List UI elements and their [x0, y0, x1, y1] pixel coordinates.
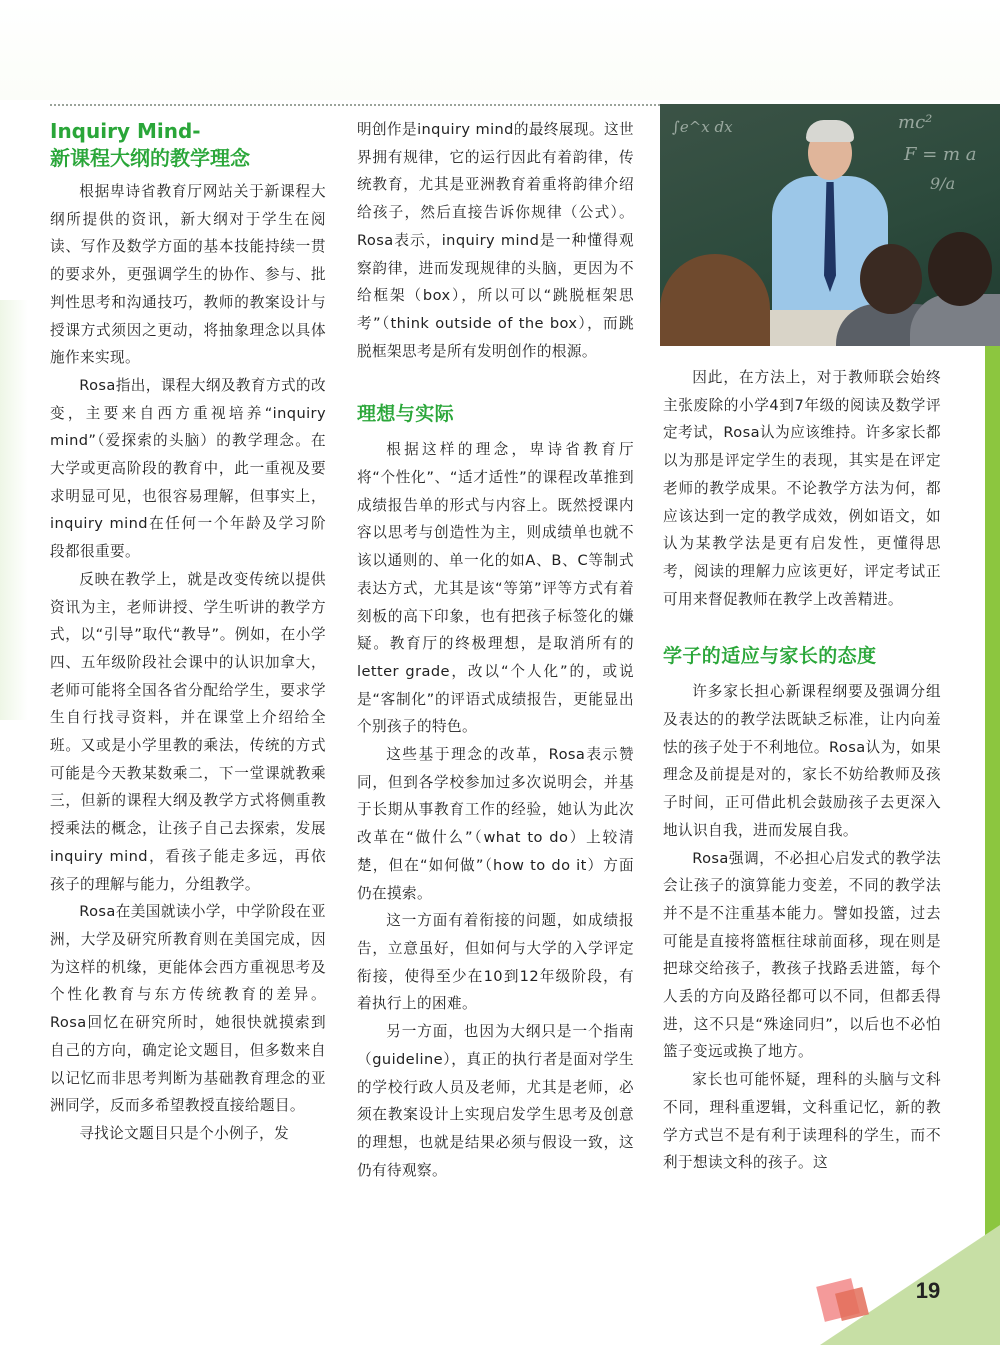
paragraph: Rosa强调，不必担心启发式的教学法会让孩子的演算能力变差，不同的教学法并不是不注重基本能力。譬如投篮，过去可能是直接将篮框往球前面移，现在则是把球交给孩子，教孩子找路丢进篮，每个人丢的方向及路径都可以不同，但都丢得进，这不只是“殊途同归”，以后也不必怕篮子变远或换了地方。 [663, 849, 941, 1061]
paragraph: 家长也可能怀疑，理科的头脑与文科不同，理科重逻辑，文科重记忆，新的教学方式岂不是有利于读理科的学生，而不利于想读文科的孩子。这 [663, 1071, 941, 1172]
paragraph: 因此，在方法上，对于教师联会始终主张废除的小学4到7年级的阅读及数学评定考试，Rosa认为应该维持。许多家长都以为那是评定学生的表现，其实是在评定老师的教学成果。不论教学方法为何，都应该达到一定的教学成效，例如语文，如认为某教学法是更有启发性，更懂得思考，阅读的理解力应该更好，评定考试正可用来督促教师在教学上改善精进。 [663, 369, 941, 608]
classroom-photo [660, 104, 1000, 346]
column-1 [50, 178, 326, 1148]
student-head [860, 244, 922, 314]
paragraph: 根据卑诗省教育厅网站关于新课程大纲所提供的资讯，新大纲对于学生在阅读、写作及数学方面的基本技能持续一贯的要求外，更强调学生的协作、参与、批判性思考和沟通技巧，教师的教案设计与授课方式须因之更动，将抽象理念以具体施作来实现。 [50, 183, 326, 367]
heading-student-adaptation: 学子的适应与家长的态度 [663, 645, 877, 668]
page-number: 19 [915, 1278, 941, 1303]
chalk-formula: mc² [898, 112, 933, 133]
paragraph: 这一方面有着衔接的问题，如成绩报告，立意虽好，但如何与大学的入学评定衔接，使得至少在10到12年级阶段，有着执行上的困难。 [357, 912, 634, 1013]
paragraph: Rosa在美国就读小学，中学阶段在亚洲，大学及研究所教育则在美国完成，因为这样的机缘，更能体会西方重视思考及个性化教育与东方传统教育的差异。Rosa回忆在研究所时，她很快就摸索到自己的方向，确定论文题目，但多数来自以记忆而非思考判断为基础教育理念的亚洲同学，反而多希望教授直接给题目。 [50, 903, 326, 1115]
teacher-hair [806, 120, 854, 142]
heading-curriculum-philosophy: 新课程大纲的教学理念 [50, 146, 250, 170]
top-margin [0, 0, 1000, 100]
student-head [928, 232, 992, 306]
column-3 [663, 364, 941, 1177]
dotted-divider [50, 104, 660, 106]
paragraph: 反映在教学上，就是改变传统以提供资讯为主，老师讲授、学生听讲的教学方式，以“引导”取代“教导”。例如，在小学四、五年级阶段社会课中的认识加拿大，老师可能将全国各省分配给学生，要求学生自行找寻资料，并在课堂上介绍给全班。又或是小学里教的乘法，传统的方式可能是今天教某数乘二，下一堂课就教乘三，但新的课程大纲及教学方式将侧重教授乘法的概念，让孩子自己去探索，发展inquiry mind，看孩子能走多远，再依孩子的理解与能力，分组教学。 [50, 570, 326, 893]
paragraph: 这些基于理念的改革，Rosa表示赞同，但到各学校参加过多次说明会，并基于长期从事教育工作的经验，她认为此次改革在“做什么”（what to do）上较清楚，但在“如何做”（how to do it）方面仍在摸索。 [357, 746, 634, 902]
column-2 [357, 116, 634, 1184]
paragraph: 根据这样的理念，卑诗省教育厅将“个性化”、“适才适性”的课程改革推到成绩报告单的形式与内容上。既然授课内容以思考与创造性为主，则成绩单也就不该以通则的、单一化的如A、B、C等制式表达方式，尤其是该“等第”评等方式有着刻板的高下印象，也有把孩子标签化的嫌疑。教育厅的终极理想，是取消所有的letter grade，改以“个人化”的，或说是“客制化”的评语式成绩报告，更能显出个别孩子的特色。 [357, 441, 634, 736]
paragraph-continued: 明创作是inquiry mind的最终展现。这世界拥有规律，它的运行因此有着韵律，传统教育，尤其是亚洲教育着重将韵律介绍给孩子，然后直接告诉你规律（公式）。Rosa表示，inquiry mind是一种懂得观察韵律，进而发现规律的头脑，更因为不给框架（box），所以可以“跳脱框架思考”（think outside of the box），而跳脱框架思考是所有发明创作的根源。 [357, 121, 634, 360]
paragraph: 另一方面，也因为大纲只是一个指南（guideline），真正的执行者是面对学生的学校行政人员及老师，尤其是老师，必须在教案设计上实现启发学生思考及创意的理想，也就是结果必须与假设一致，这仍有待观察。 [357, 1023, 634, 1179]
chalk-formula: F = m a [904, 144, 977, 165]
heading-ideal-reality: 理想与实际 [357, 403, 455, 426]
left-page-shadow [0, 300, 28, 720]
paragraph: 许多家长担心新课程纲要及强调分组及表达的的教学法既缺乏标准，让内向羞怯的孩子处于不利地位。Rosa认为，如果理念及前提是对的，家长不妨给教师及孩子时间，正可借此机会鼓励孩子去更深入地认识自我，进而发展自我。 [663, 683, 941, 839]
chalk-formula: ∫e^x dx [672, 118, 733, 136]
chalk-formula: 9/a [930, 174, 956, 193]
paragraph: 寻找论文题目只是个小例子，发 [79, 1124, 290, 1142]
student-figure [660, 254, 770, 346]
heading-inquiry-mind: Inquiry Mind- [50, 119, 201, 143]
paragraph: Rosa指出，课程大纲及教育方式的改变，主要来自西方重视培养“inquiry mind”（爱探索的头脑）的教学理念。在大学或更高阶段的教育中，此一重视及要求明显可见，也很容易理解，但事实上，inquiry mind在任何一个年龄及学习阶段都很重要。 [50, 376, 326, 561]
